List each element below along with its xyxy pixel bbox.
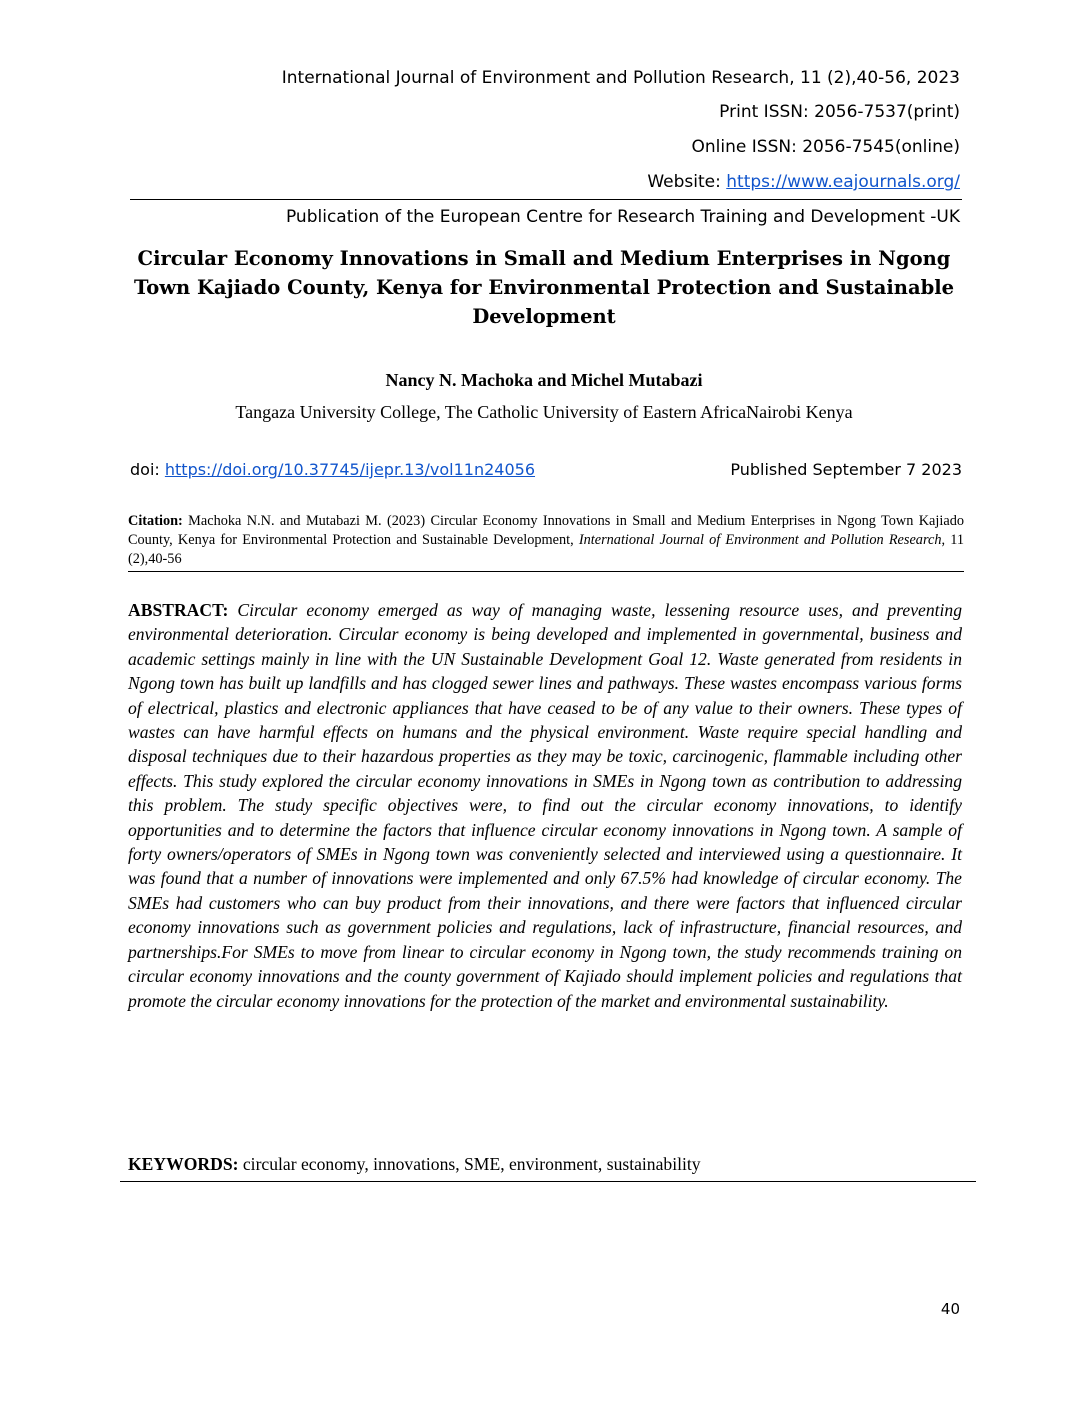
website-link[interactable]: https://www.eajournals.org/ [726, 172, 960, 192]
publisher-line: Publication of the European Centre for Research Training and Development -UK [285, 207, 960, 227]
published-date: Published September 7 2023 [730, 460, 962, 479]
authors: Nancy N. Machoka and Michel Mutabazi [385, 370, 703, 390]
page-number: 40 [940, 1300, 960, 1318]
citation-journal: International Journal of Environment and Pollution Research [578, 532, 942, 548]
citation-rule [128, 571, 964, 572]
abstract [128, 598, 962, 1013]
citation-text: Machoka N.N. and Mutabazi M. (2023) Circular Economy Innovations in Small and Medium Enterprises in Ngong Town Kajiado County, Kenya for Environmental Protection and Sustainable Development, [128, 513, 964, 548]
citation-tail: , 11 (2),40-56 [128, 532, 964, 567]
keywords-text: circular economy, innovations, SME, environment, sustainability [238, 1154, 701, 1174]
affiliation: Tangaza University College, The Catholic University of Eastern AfricaNairobi Kenya [235, 402, 853, 422]
citation [128, 512, 964, 569]
keywords [128, 1154, 701, 1175]
keywords-rule [120, 1181, 976, 1182]
doi-line [130, 460, 962, 479]
citation-label: Citation: [128, 513, 183, 529]
header-rule [130, 199, 962, 200]
print-issn: Print ISSN: 2056-7537(print) [719, 102, 960, 122]
article-title: Circular Economy Innovations in Small and Medium Enterprises in Ngong Town Kajiado County, Kenya for Environmental Protection and Sustainable Development [133, 247, 955, 328]
abstract-label: ABSTRACT: [128, 600, 229, 620]
journal-reference: International Journal of Environment and Pollution Research, 11 (2),40-56, 2023 [281, 68, 960, 88]
abstract-text: Circular economy emerged as way of managing waste, lessening resource uses, and preventing environmental deterioration. Circular economy is being developed and implemented in governmental, business and academic settings mainly in line with the UN Sustainable Development Goal 12. Waste generated from residents in Ngong town has built up landfills and has clogged sewer lines and pathways. These wastes encompass various forms of electrical, plastics and electronic appliances that have ceased to be of any value to their owners. These types of wastes can have harmful effects on humans and the physical environment. Waste require special handling and disposal techniques due to their hazardous properties as they may be toxic, carcinogenic, flammable including other effects. This study explored the circular economy innovations in SMEs in Ngong town as contribution to addressing this problem. The study specific objectives were, to find out the circular economy innovations, to identify opportunities and to determine the factors that influence circular economy innovations in Ngong town. A sample of forty owners/operators of SMEs in Ngong town was conveniently selected and interviewed using a questionnaire. It was found that a number of innovations were implemented and only 67.5% had knowledge of circular economy. The SMEs had customers who can buy product from their innovations, and there were factors that influenced circular economy innovations such as government policies and regulations, lack of infrastructure, financial resources, and partnerships.For SMEs to move from linear to circular economy in Ngong town, the study recommends training on circular economy innovations and the county government of Kajiado should implement policies and regulations that promote the circular economy innovations for the protection of the market and environmental sustainability. [128, 600, 962, 1011]
doi-label: doi: [130, 460, 165, 479]
keywords-label: KEYWORDS: [128, 1154, 239, 1174]
website-line [647, 172, 960, 192]
doi-link[interactable]: https://doi.org/10.37745/ijepr.13/vol11n24056 [164, 460, 536, 479]
online-issn: Online ISSN: 2056-7545(online) [691, 137, 960, 157]
website-label: Website: [647, 172, 727, 192]
